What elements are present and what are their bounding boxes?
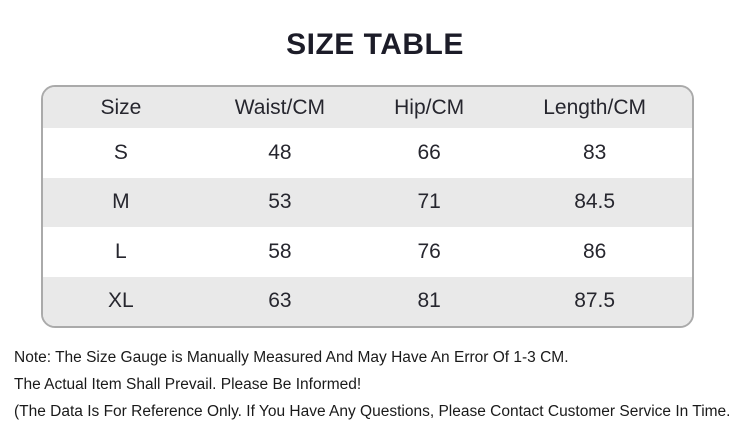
table-cell: 53 [268,190,292,214]
table-cell: M [112,190,130,214]
table-cell: 84.5 [574,190,616,214]
table-cell: 58 [268,239,292,263]
table-row-m [43,178,692,228]
table-row-xl [43,277,692,327]
table-cell: 63 [268,289,292,313]
table-cell: 48 [268,140,292,164]
table-cell: L [115,239,127,263]
size-table [41,85,694,328]
table-cell: 71 [417,190,441,214]
header-cell-hip: Hip/CM [394,95,465,119]
table-cell: 87.5 [574,289,616,313]
note-line-1: Note: The Size Gauge is Manually Measured And May Have An Error Of 1-3 CM. [14,349,569,366]
header-cell-length: Length/CM [543,95,646,119]
note-line-3: (The Data Is For Reference Only. If You Have Any Questions, Please Contact Customer Service In Time. [14,403,731,420]
note-line-2: The Actual Item Shall Prevail. Please Be Informed! [14,376,362,393]
table-body [43,128,692,326]
header-cell-waist: Waist/CM [234,95,325,119]
table-row-s [43,128,692,178]
table-row-l [43,227,692,277]
table-cell: 81 [417,289,441,313]
table-header-row [43,87,692,128]
page-title: SIZE TABLE [286,28,464,61]
table-cell: 66 [417,140,441,164]
table-cell: S [113,140,128,164]
table-cell: 83 [582,140,607,164]
table-cell: 86 [582,239,607,263]
notes-block [14,344,744,425]
table-cell: XL [108,289,134,313]
table-cell: 76 [417,239,441,263]
header-cell-size: Size [100,95,142,119]
